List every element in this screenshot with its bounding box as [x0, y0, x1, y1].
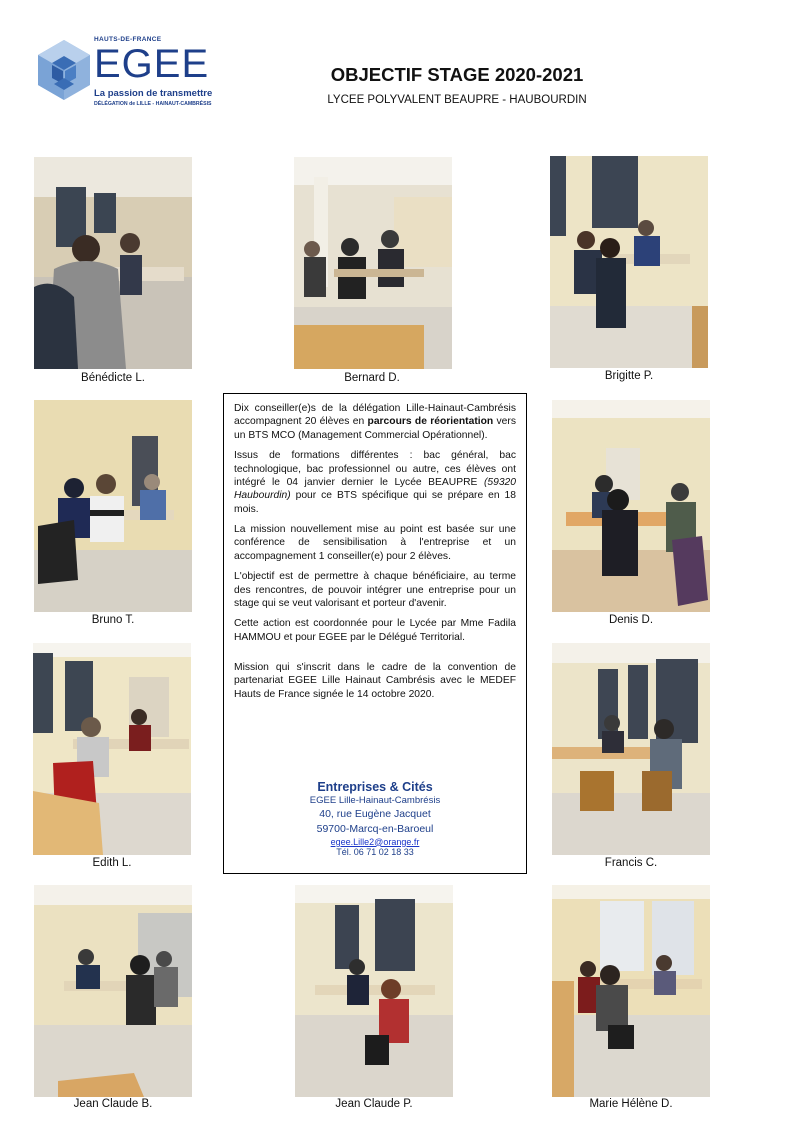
- photo-marie-helene: [552, 885, 710, 1097]
- photo-denis: [552, 400, 710, 612]
- photo-jean-claude-b: [34, 885, 192, 1097]
- photo-bernard: [294, 157, 452, 369]
- photo-francis: [552, 643, 710, 855]
- caption-benedicte: Bénédicte L.: [81, 372, 145, 384]
- caption-jean-claude-p: Jean Claude P.: [335, 1098, 413, 1110]
- photo-jean-claude-p: [295, 885, 453, 1097]
- egee-cube-icon: [36, 38, 92, 104]
- logo-delegation: DÉLÉGATION de LILLE - HAINAUT-CAMBRÉSIS: [94, 101, 212, 107]
- intro-text-b: vers un BTS MCO (Management Commercial Opérationnel).: [234, 416, 516, 441]
- contact-street: 40, rue Eugène Jacquet: [319, 808, 431, 821]
- students-text-italic: (59320 Haubourdin): [234, 476, 516, 502]
- paragraph-coordination: Cette action est coordonnée pour le Lycée par Mme Fadila HAMMOU et pour EGEE par le Délégué Territorial.: [234, 618, 516, 643]
- photo-edith: [33, 643, 191, 855]
- students-text-a: Issus de formations différentes : bac général, bac technologique, bac professionnel ou autre, ces élèves ont intégré le 04 janvier dernier le Lycée BEAUPRE: [234, 450, 516, 488]
- caption-bruno: Bruno T.: [91, 614, 135, 626]
- page-subtitle: LYCEE POLYVALENT BEAUPRE - HAUBOURDIN: [327, 94, 587, 106]
- page-title: OBJECTIF STAGE 2020-2021: [330, 64, 584, 85]
- contact-block: [224, 780, 526, 857]
- logo-tagline: La passion de transmettre: [94, 88, 213, 99]
- caption-francis: Francis C.: [604, 857, 658, 869]
- intro-text-bold: parcours de réorientation: [367, 416, 494, 428]
- logo-brand: EGEE: [94, 42, 210, 86]
- intro-text-a: Dix conseiller(e)s de la délégation Lille-Hainaut-Cambrésis accompagnent 20 élèves en: [234, 403, 516, 428]
- mission-info-box: [223, 393, 527, 874]
- caption-jean-claude-b: Jean Claude B.: [73, 1098, 153, 1110]
- caption-brigitte: Brigitte P.: [604, 370, 654, 382]
- paragraph-objective: L'objectif est de permettre à chaque bénéficiaire, au terme des rencontres, de pouvoir intégrer une entreprise pour un stage qui se veut valorisant et porteur d'avenir.: [234, 571, 516, 609]
- caption-edith: Edith L.: [92, 857, 132, 869]
- paragraph-intro: [234, 402, 516, 442]
- logo-region: HAUTS-DE-FRANCE: [94, 36, 162, 43]
- caption-denis: Denis D.: [608, 614, 654, 626]
- caption-bernard: Bernard D.: [344, 372, 400, 384]
- paragraph-mission: La mission nouvellement mise au point est basée sur une conférence de sensibilisation à l'entreprise et un accompagnement 1 conseiller(e) pour 2 élèves.: [234, 524, 516, 562]
- contact-delegation: EGEE Lille-Hainaut-Cambrésis: [309, 795, 441, 806]
- egee-logo: [36, 36, 213, 116]
- students-text-b: pour ce BTS spécifique qui se prépare en 18 mois.: [234, 490, 516, 515]
- contact-tel: Tél. 06 71 02 18 33: [336, 846, 414, 857]
- paragraph-students: [234, 449, 516, 516]
- contact-org: Entreprises & Cités: [317, 780, 433, 794]
- photo-brigitte: [550, 156, 708, 368]
- caption-marie-helene: Marie Hélène D.: [589, 1098, 673, 1110]
- photo-benedicte: [34, 157, 192, 369]
- contact-city: 59700-Marcq-en-Baroeul: [316, 822, 434, 835]
- paragraph-partnership: Mission qui s'inscrit dans le cadre de la convention de partenariat EGEE Lille Hainaut Cambrésis avec le MEDEF Hauts de France signée le 14 octobre 2020.: [234, 662, 516, 700]
- photo-bruno: [34, 400, 192, 612]
- contact-email-link[interactable]: egee.Lille2@orange.fr: [330, 836, 420, 847]
